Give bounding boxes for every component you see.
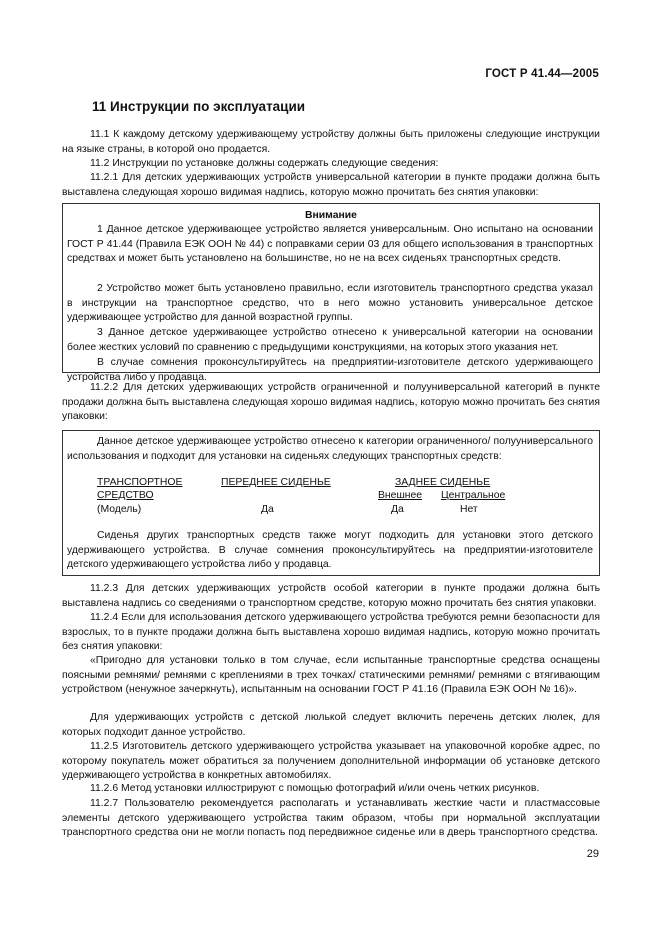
- row-center-value: Нет: [460, 504, 478, 515]
- paragraph-11-2: 11.2 Инструкции по установке должны содержать следующие сведения:: [90, 158, 439, 169]
- row-outer-value: Да: [391, 504, 404, 515]
- col-rear-seat: ЗАДНЕЕ СИДЕНЬЕ: [395, 477, 491, 488]
- label-box-restricted: [62, 430, 600, 576]
- warning-box-universal: [62, 203, 600, 383]
- warning-heading: Внимание: [305, 210, 357, 221]
- paragraph-11-2-5: 11.2.5 Изготовитель детского удерживающего устройства указывает на упаковочной коробке адрес, по которому покупатель может обратиться за получением дополнительной информации об установке детского удерживающего устройства в конкретных автомобилях.: [62, 741, 600, 782]
- section-title: 11 Инструкции по эксплуатации: [92, 99, 306, 114]
- paragraph-11-2-6: 11.2.6 Метод установки иллюстрируют с помощью фотографий и/или очень четких рисунков.: [90, 783, 540, 794]
- paragraph-11-2-7: 11.2.7 Пользователю рекомендуется располагать и устанавливать жесткие части и пластмассовые элементы детского удерживающего устройства таким образом, чтобы при нормальной эксплуатации транспортного средства они не могли попасть под передвижное сиденье или в дверь транспортного средства.: [62, 798, 600, 839]
- restricted-intro: Данное детское удерживающее устройство отнесено к категории ограниченного/ полууниверсального использования и подходит для установки на сиденьях следующих транспортных средств:: [67, 436, 593, 462]
- standard-header: ГОСТ Р 41.44—2005: [485, 68, 599, 80]
- warning-item-1: 1 Данное детское удерживающее устройство является универсальным. Оно испытано на основании ГОСТ Р 41.44 (Правила ЕЭК ООН № 44) с поправками серии 03 для общего использования в транспортных средствах и может быть установлено на большинстве, но не на всех сиденьях транспортных средств.: [67, 224, 593, 265]
- col-vehicle-1: ТРАНСПОРТНОЕ: [97, 477, 183, 488]
- paragraph-11-2-4: 11.2.4 Если для использования детского удерживающего устройства требуются ремни безопасности для взрослых, то в пункте продажи должна быть выставлена хорошо видимая надпись, которую можно прочитать без снятия упаковки:: [62, 612, 600, 653]
- restricted-note: Сиденья других транспортных средств также могут подходить для установки этого детского удерживающего устройства. В случае сомнения проконсультируйтесь на предприятии-изготовителе детского удерживающего устройства либо у продавца.: [67, 530, 593, 571]
- paragraph-11-2-1: 11.2.1 Для детских удерживающих устройств универсальной категории в пункте продажи должна быть выставлена следующая хорошо видимая надпись, которую можно прочитать без снятия упаковки:: [62, 172, 600, 198]
- paragraph-11-1: 11.1 К каждому детскому удерживающему устройству должны быть приложены следующие инструкции на языке страны, в которой оно продается.: [62, 129, 600, 155]
- warning-item-2: 2 Устройство может быть установлено правильно, если изготовитель транспортного средства указал в инструкции на транспортное средство, что в него можно установить универсальное детское удерживающее устройство для данной возрастной группы.: [67, 283, 593, 324]
- paragraph-11-2-3: 11.2.3 Для детских удерживающих устройств особой категории в пункте продажи должна быть выставлена надпись со сведениями о транспортном средстве, которую можно прочитать без снятия упаковки.: [62, 583, 600, 609]
- warning-note: В случае сомнения проконсультируйтесь на предприятии-изготовителе детского удерживающего устройства либо у продавца.: [67, 357, 593, 383]
- col-front-seat: ПЕРЕДНЕЕ СИДЕНЬЕ: [221, 477, 331, 488]
- paragraph-cradle: Для удерживающих устройств с детской люлькой следует включить перечень детских люлек, для которых подходит данное устройство.: [62, 712, 600, 738]
- paragraph-quote: «Пригодно для установки только в том случае, если испытанные транспортные средства оснащены поясными ремнями/ ремнями с креплениями в трех точках/ статическими ремнями/ ремнями с втягивающим устройством (ненужное зачеркнуть), испытанным на основании ГОСТ Р 41.16 (Правила ЕЭК ООН № 16)».: [62, 655, 600, 696]
- paragraph-11-2-2: 11.2.2 Для детских удерживающих устройств ограниченной и полууниверсальной категорий в пункте продажи должна быть выставлена следующая хорошо видимая надпись, которую можно прочитать без снятия упаковки:: [62, 382, 600, 423]
- row-front-value: Да: [261, 504, 274, 515]
- col-vehicle-2: СРЕДСТВО: [97, 490, 154, 501]
- row-model: (Модель): [97, 504, 142, 515]
- page-number: 29: [586, 848, 599, 860]
- warning-item-3: 3 Данное детское удерживающее устройство отнесено к универсальной категории на основании более жестких условий по сравнению с предыдущими конструкциями, на которых этого указания нет.: [67, 327, 593, 353]
- col-center: Центральное: [441, 490, 506, 501]
- col-outer: Внешнее: [378, 490, 423, 501]
